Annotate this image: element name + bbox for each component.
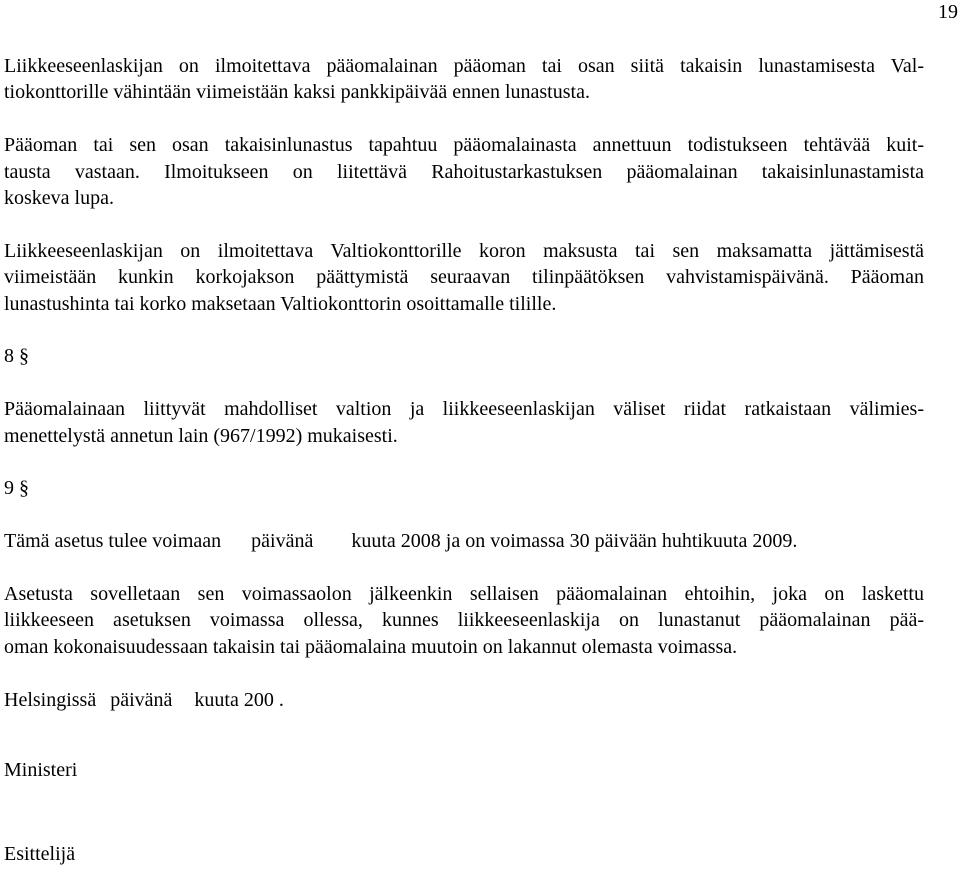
- document-body: [4, 53, 924, 868]
- text-line: tiokonttorille vähintään viimeistään kaksi pankkipäivää ennen lunastusta.: [4, 81, 590, 104]
- text-line: oman kokonaisuudessaan takaisin tai pääomalaina muutoin on lakannut olemasta voimassa.: [4, 635, 738, 658]
- text-line: Liikkeeseenlaskijan on ilmoitettava Valtiokonttorille koron maksusta tai sen maksamatta jättämisestä: [4, 239, 924, 262]
- paragraph-disputes: [4, 396, 924, 449]
- text-line: lunastushinta tai korko maksetaan Valtiokonttorin osoittamalle tilille.: [4, 292, 557, 315]
- paragraph-redemption-receipt: [4, 132, 924, 211]
- text-fragment: kuuta 200 .: [194, 688, 284, 711]
- text-line: Pääomalainaan liittyvät mahdolliset valtion ja liikkeeseenlaskijan väliset riidat ratkaistaan välimies-: [4, 398, 924, 421]
- section-heading-8: 8 §: [4, 345, 29, 368]
- text-line: menettelystä annetun lain (967/1992) mukaisesti.: [4, 424, 398, 447]
- text-line: koskeva lupa.: [4, 187, 114, 210]
- text-fragment: päivänä: [251, 530, 314, 553]
- text-fragment: Tämä asetus tulee voimaan: [4, 530, 222, 553]
- text-line: tausta vastaan. Ilmoitukseen on liitettävä Rahoitustarkastuksen pääomalainan takaisinlunastamista: [4, 160, 924, 183]
- text-line: [4, 528, 924, 554]
- text-line: Liikkeeseenlaskijan on ilmoitettava pääomalainan pääoman tai osan siitä takaisin lunastamisesta Val-: [4, 55, 924, 77]
- paragraph-interest-notice: [4, 238, 924, 317]
- text-line: liikkeeseen asetuksen voimassa ollessa, kunnes liikkeeseenlaskija on lunastanut pääomalainan pää-: [4, 609, 924, 632]
- signature-place-date: [4, 687, 924, 713]
- paragraph-entry-into-force: [4, 528, 924, 554]
- section-heading-9: 9 §: [4, 477, 29, 500]
- text-line: viimeistään kunkin korkojakson päättymistä seuraavan tilinpäätöksen vahvistamispäivänä. Pääoman: [4, 266, 924, 289]
- page-number: 19: [938, 1, 958, 23]
- text-line: Asetusta sovelletaan sen voimassaolon jälkeenkin sellaisen pääomalainan ehtoihin, joka on laskettu: [4, 583, 924, 606]
- paragraph-application: [4, 581, 924, 660]
- text-line: Pääoman tai sen osan takaisinlunastus tapahtuu pääomalainasta annettuun todistukseen tehtävää kuit-: [4, 134, 924, 157]
- signature-presenter: Esittelijä: [4, 843, 76, 866]
- paragraph-redemption-notice: [4, 53, 924, 106]
- text-fragment: Helsingissä: [4, 688, 97, 711]
- text-fragment: kuuta 2008 ja on voimassa 30 päivään huhtikuuta 2009.: [351, 530, 798, 553]
- text-fragment: päivänä: [110, 688, 173, 711]
- signature-minister: Ministeri: [4, 759, 78, 782]
